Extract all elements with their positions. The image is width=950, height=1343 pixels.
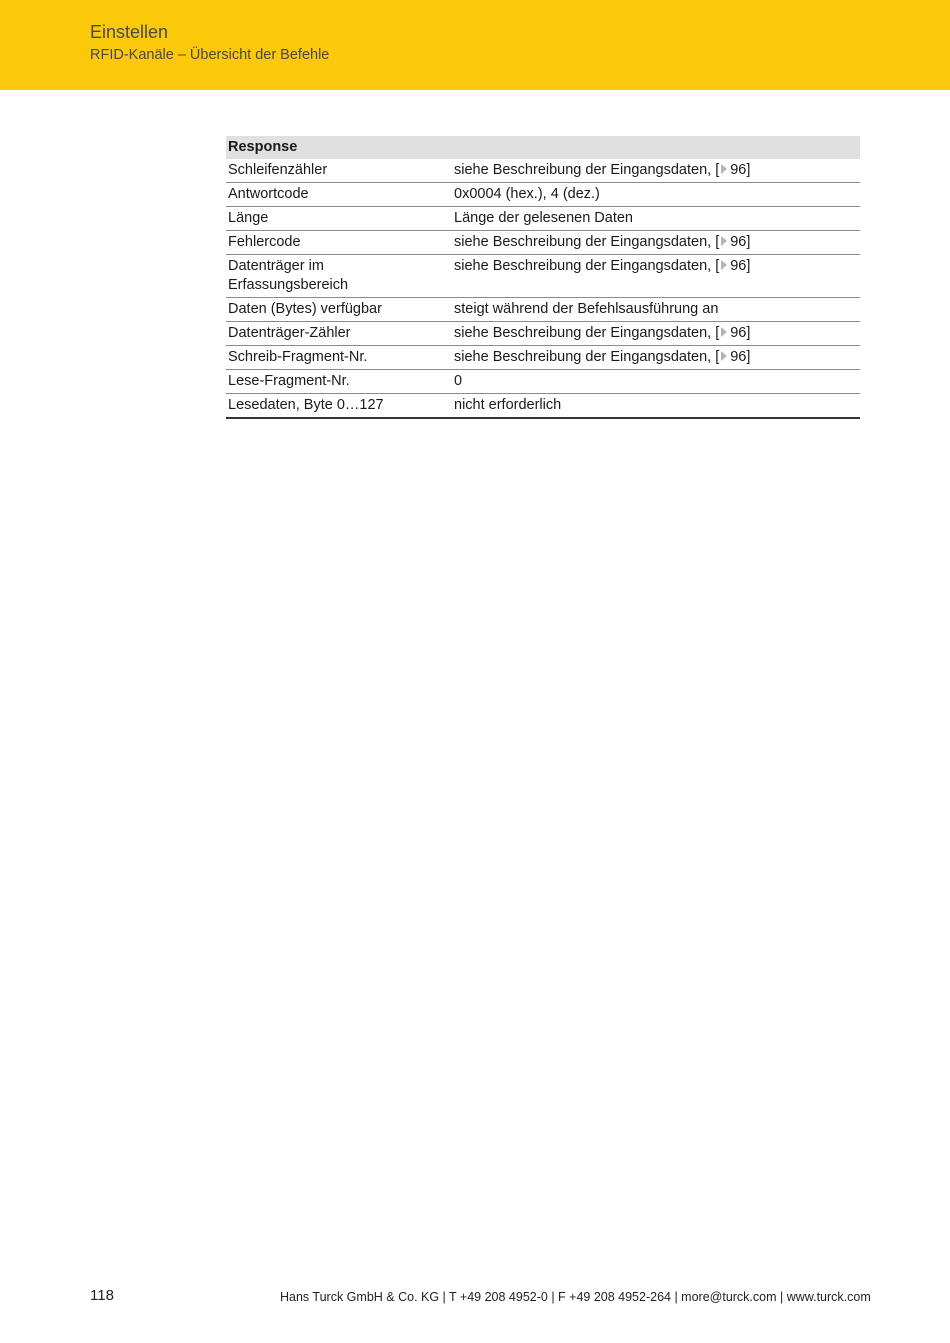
row-value: Länge der gelesenen Daten xyxy=(452,207,860,231)
row-label: Datenträger-Zähler xyxy=(226,322,452,346)
response-table-container xyxy=(226,136,860,419)
page-number: 96 xyxy=(730,325,747,341)
chapter-title: Einstellen xyxy=(90,22,169,42)
table-row xyxy=(226,394,860,419)
page-number: 96 xyxy=(730,234,747,250)
table-header-row xyxy=(226,136,860,159)
table-row xyxy=(226,322,860,346)
row-label-line: Erfassungsbereich xyxy=(228,277,349,293)
table-row xyxy=(226,207,860,231)
row-label xyxy=(226,255,452,298)
row-label: Schreib-Fragment-Nr. xyxy=(226,346,452,370)
ref-open: [ xyxy=(715,258,720,274)
page-reference-link[interactable] xyxy=(715,349,750,365)
row-value xyxy=(452,346,860,370)
ref-open: [ xyxy=(715,162,720,178)
row-label: Schleifenzähler xyxy=(226,159,452,183)
value-text: siehe Beschreibung der Eingangsdaten, xyxy=(454,162,712,178)
value-text: siehe Beschreibung der Eingangsdaten, xyxy=(454,258,712,274)
row-value xyxy=(452,322,860,346)
response-table xyxy=(226,136,860,419)
ref-close: ] xyxy=(746,349,751,365)
table-row xyxy=(226,298,860,322)
row-value xyxy=(452,255,860,298)
row-value: steigt während der Befehlsausführung an xyxy=(452,298,860,322)
row-label-line: Datenträger im xyxy=(228,258,324,274)
page-arrow-icon xyxy=(721,164,727,174)
page-number: 96 xyxy=(730,349,747,365)
ref-close: ] xyxy=(746,162,751,178)
page-arrow-icon xyxy=(721,327,727,337)
page-arrow-icon xyxy=(721,351,727,361)
value-text: siehe Beschreibung der Eingangsdaten, xyxy=(454,234,712,250)
page-reference-link[interactable] xyxy=(715,258,750,274)
page-reference-link[interactable] xyxy=(715,325,750,341)
page-reference-link[interactable] xyxy=(715,162,750,178)
ref-open: [ xyxy=(715,325,720,341)
table-row xyxy=(226,159,860,183)
row-value: nicht erforderlich xyxy=(452,394,860,419)
ref-close: ] xyxy=(746,234,751,250)
row-value: 0 xyxy=(452,370,860,394)
row-label: Lesedaten, Byte 0…127 xyxy=(226,394,452,419)
value-text: siehe Beschreibung der Eingangsdaten, xyxy=(454,325,712,341)
row-value: 0x0004 (hex.), 4 (dez.) xyxy=(452,183,860,207)
table-header: Response xyxy=(226,136,860,159)
section-subtitle: RFID-Kanäle – Übersicht der Befehle xyxy=(90,47,330,63)
table-row xyxy=(226,346,860,370)
ref-close: ] xyxy=(746,258,751,274)
footer-contact-line: Hans Turck GmbH & Co. KG | T +49 208 4952-0 | F +49 208 4952-264 | more@turck.com | www.turck.com xyxy=(280,1290,871,1304)
table-row xyxy=(226,231,860,255)
row-value xyxy=(452,231,860,255)
value-text: siehe Beschreibung der Eingangsdaten, xyxy=(454,349,712,365)
table-row xyxy=(226,183,860,207)
ref-open: [ xyxy=(715,234,720,250)
row-label: Antwortcode xyxy=(226,183,452,207)
row-value xyxy=(452,159,860,183)
page-number: 96 xyxy=(730,162,747,178)
table-row xyxy=(226,255,860,298)
page-arrow-icon xyxy=(721,260,727,270)
header-band xyxy=(0,0,950,90)
ref-close: ] xyxy=(746,325,751,341)
page-reference-link[interactable] xyxy=(715,234,750,250)
page-number-footer: 118 xyxy=(90,1287,114,1304)
row-label: Fehlercode xyxy=(226,231,452,255)
row-label: Daten (Bytes) verfügbar xyxy=(226,298,452,322)
row-label: Lese-Fragment-Nr. xyxy=(226,370,452,394)
ref-open: [ xyxy=(715,349,720,365)
page-number: 96 xyxy=(730,258,747,274)
table-row xyxy=(226,370,860,394)
page-arrow-icon xyxy=(721,236,727,246)
row-label: Länge xyxy=(226,207,452,231)
